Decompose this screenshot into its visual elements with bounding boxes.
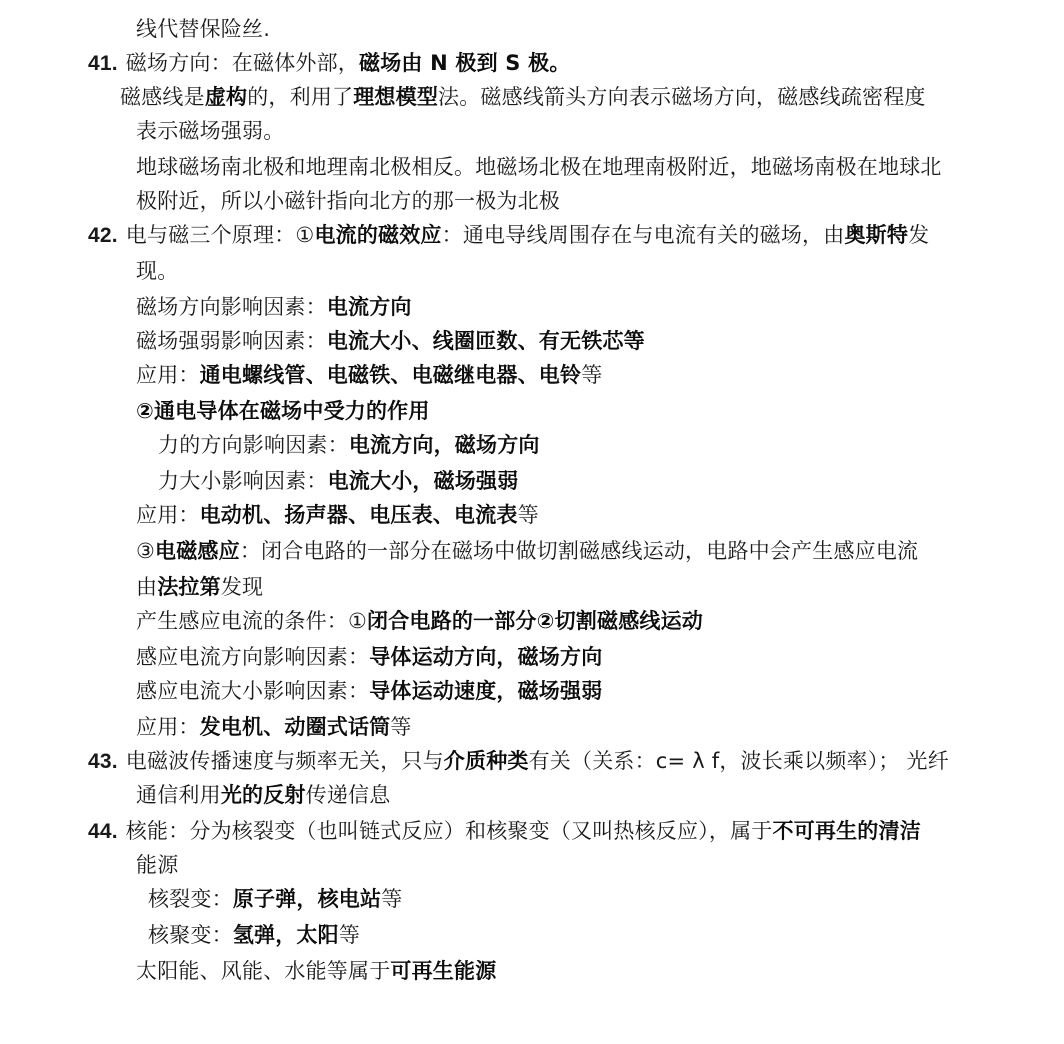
text-line [136,326,645,356]
bold-text: 导体运动速度，磁场强弱 [369,679,603,703]
text-segment: 等 [390,715,412,739]
bold-text: 光的反射 [220,783,306,807]
bold-text: 奥斯特 [844,223,909,247]
text-line [148,884,402,914]
text-line [88,746,949,777]
text-line [136,572,263,602]
text-line [158,466,518,496]
bold-text: 电磁感应 [155,539,240,563]
text-line [158,430,540,460]
text-segment: 发 [908,223,930,247]
text-segment: 太阳能、风能、水能等属于 [136,959,391,983]
text-segment: 地球磁场南北极和地理南北极相反。地磁场北极在地理南极附近，地磁场南极在地球北 [136,155,942,179]
text-segment: 传递信息 [305,783,391,807]
text-segment: 磁场方向：在磁体外部， [125,51,359,75]
text-segment: 感应电流大小影响因素： [136,679,370,703]
text-line [136,256,178,286]
bold-text: ②通电导体在磁场中受力的作用 [136,399,430,423]
text-segment: 磁场方向影响因素： [136,295,327,319]
text-segment: 应用： [136,503,200,527]
text-line [136,536,918,566]
text-segment: 磁感线是 [120,85,205,109]
bold-text: 不可再生的清洁 [772,819,921,843]
text-line [136,676,602,706]
text-line [136,186,560,216]
text-line [136,292,412,322]
text-segment: 的，利用了 [247,85,354,109]
text-segment: 力大小影响因素： [158,469,328,493]
bold-text: 电流大小，磁场强弱 [327,469,519,493]
bold-text: 通电螺线管、电磁铁、电磁继电器、电铃 [199,363,582,387]
text-segment: 现。 [136,259,179,283]
item-number: 44. [88,820,118,843]
bold-text: 电流方向，磁场方向 [348,433,540,457]
text-segment: 等 [581,363,603,387]
item-number: 41. [88,52,118,75]
bold-text: 理想模型 [353,85,439,109]
text-line [136,850,178,880]
text-segment: 等 [381,887,403,911]
text-line [88,48,571,79]
bold-text: 电流大小、线圈匝数、有无铁芯等 [326,329,645,353]
item-number: 42. [88,224,118,247]
text-segment: 电磁波传播速度与频率无关，只与 [125,749,444,773]
text-segment: 应用： [136,715,200,739]
text-segment: 感应电流方向影响因素： [136,645,370,669]
bold-text: 电流方向 [326,295,412,319]
bold-text: 氢弹，太阳 [232,923,339,947]
bold-text: 电流的磁效应 [314,223,442,247]
bold-text: 介质种类 [443,749,529,773]
text-segment: 线代替保险丝. [136,17,271,41]
text-segment: 力的方向影响因素： [158,433,349,457]
text-segment: 通信利用 [136,783,221,807]
text-segment: ：闭合电路的一部分在磁场中做切割磁感线运动，电路中会产生感应电流 [239,539,919,563]
text-segment: 产生感应电流的条件：① [136,609,368,633]
text-line [148,920,360,950]
text-line [136,116,284,146]
text-line [136,956,496,986]
text-line [120,82,926,112]
bold-text: 磁场由 N 极到 S 极。 [359,51,571,75]
text-line [136,712,412,742]
text-line [136,500,539,530]
item-number: 43. [88,750,118,773]
text-segment: 等 [338,923,361,947]
text-segment: ③ [136,539,156,563]
bold-text: 可再生能源 [390,959,497,983]
text-segment: 核聚变： [148,923,233,947]
bold-text: 原子弹，核电站 [232,887,382,911]
text-segment: 核裂变： [148,887,233,911]
text-segment: 由 [136,575,158,599]
text-segment: 表示磁场强弱。 [136,119,285,143]
text-line [136,606,703,636]
text-segment: 磁场强弱影响因素： [136,329,327,353]
text-segment: 能源 [136,853,179,877]
text-line [88,816,921,847]
text-line [136,360,602,390]
bold-text: 法拉第 [157,575,221,599]
bold-text: 闭合电路的一部分②切割磁感线运动 [367,609,704,633]
bold-text: 发电机、动圈式话筒 [199,715,391,739]
text-line [136,642,602,672]
text-segment: 发现 [220,575,264,599]
text-line [136,152,942,182]
text-line [136,780,390,810]
text-segment: 电与磁三个原理：① [125,223,315,247]
text-segment: 法。磁感线箭头方向表示磁场方向，磁感线疏密程度 [438,85,926,109]
text-line [136,14,270,44]
bold-text: 电动机、扬声器、电压表、电流表 [199,503,518,527]
text-segment: 有关（关系：c= λ f，波长乘以频率）； 光纤 [528,749,949,773]
bold-text: 虚构 [204,85,248,109]
bold-text: 导体运动方向，磁场方向 [369,645,603,669]
text-segment: 核能：分为核裂变（也叫链式反应）和核聚变（又叫热核反应），属于 [125,819,773,843]
text-segment: ：通电导线周围存在与电流有关的磁场，由 [441,223,845,247]
text-line [88,220,929,251]
text-segment: 极附近，所以小磁针指向北方的那一极为北极 [136,189,560,213]
text-line [136,396,430,426]
text-segment: 等 [517,503,539,527]
text-segment: 应用： [136,363,200,387]
